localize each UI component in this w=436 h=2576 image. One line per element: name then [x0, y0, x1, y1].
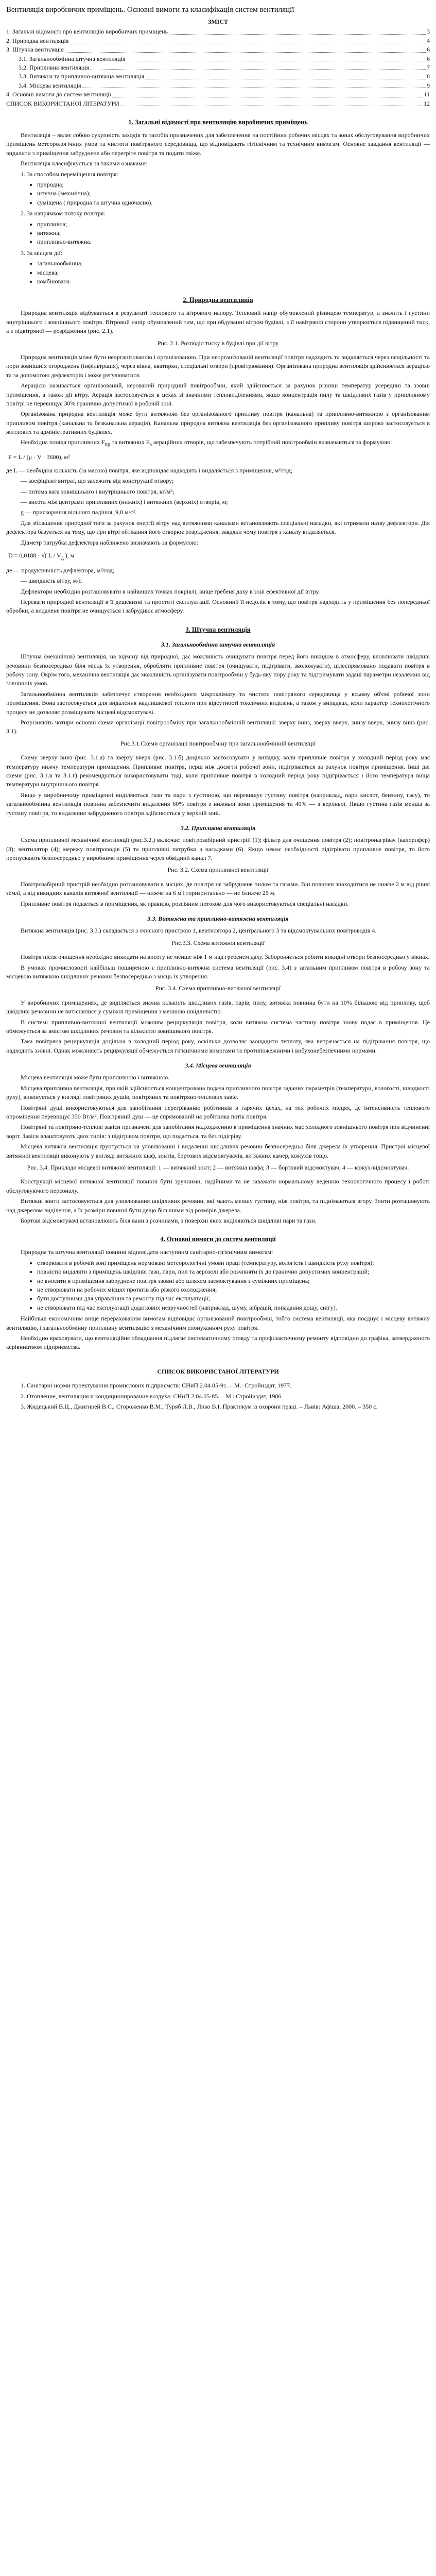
paragraph: Природна вентиляція може бути неорганізованою і організованою. При неорганізованій вентиляції повітря надходить та видаляється через нещільності та пори зовнішніх огороджень (інфільтрація), через вікна, кватирки, спеціальні отвори (провітрювання). Організована природна вентиляція здійснюється аерацією та за допомогою дефлекторів і може регулюватися. [6, 353, 430, 379]
subsection-heading: 3.1. Загальнообмінна штучна вентиляція [161, 640, 275, 648]
toc-heading: ЗМІСТ [208, 18, 228, 25]
toc-item[interactable]: 4. Основні вимоги до систем вентиляції 11 [6, 91, 430, 98]
paragraph: Повітря після очищення необхідно викидати на висоту не менше ніж 1 м над гребенем даху. Забороняється робити викидні отвори безпосередньо у вікнах. [21, 953, 430, 961]
list-item: • створювати в робочій зоні приміщень нормовані метеорологічні умови праці (температуру, вологість і швидкість руху повітря); [37, 1259, 430, 1267]
toc-item[interactable]: 3.1. Загальнообмінна штучна вентиляція 6 [19, 55, 430, 62]
figure-caption: Рис.3.1.Схеми організації повітрообміну при загальнообмінній вентиляції [120, 739, 316, 747]
paragraph: Вентиляція класифікується за такими ознаками: [21, 160, 148, 167]
bullet-list [6, 220, 430, 247]
paragraph: Припливне повітря подається в приміщення, як правило, розсіяним потоком для чого використовуються спеціальні насадки. [21, 900, 349, 907]
paragraph: В системі припливно-витяжної вентиляції можлива рециркуляція повітря, коли витяжна система частину повітря знову подає в приміщення. Це обмежується за вмістом шкідливих речовин та кількістю зовнішнього повітря. [6, 1018, 430, 1035]
bullet-list [6, 180, 430, 207]
paragraph: Розрізняють чотири основні схеми організації повітрообміну при загальнообмінній вентиляції: зверху вниз, зверху вверх, знизу вверх, знизу вниз (рис. 3.1). [6, 718, 430, 735]
list-item: • місцева; [37, 268, 430, 277]
paragraph: Схему зверху вниз (рис. 3.1.а) та зверху вверх (рис. 3.1.б) доцільно застосовувати у випадку, коли припливне повітря у холодний період року має температуру нижчу температури приміщення. Припливне повітря, перш ніж досягти робочої зони, підігрівається за рахунок повітря приміщення. Інші дві схеми (рис. 3.1.в та 3.1.г) рекомендується використовувати тоді, коли припливне повітря в холодний період року підігрівається і його температура вища температури внутрішнього повітря. [6, 754, 430, 788]
paragraph: У виробничих приміщеннях, де виділяється значна кількість шкідливих газів, парів, пилу, витяжка повинна бути на 10% більшою від припливу, щоб шкідливі речовини не витіснялися у суміжні приміщення з меншою шкідливістю. [6, 998, 430, 1015]
list-item: • не створювати під час експлуатації додаткових незручностей (наприклад, шуму, вібрацій, попадання дощу, снігу). [37, 1303, 430, 1312]
subsection-heading: 3.4. Місцева вентиляція [185, 1062, 251, 1070]
paragraph: Витяжні зонти застосовуються для уловлювання шкідливих речовин, які мають меншу густину, ніж повітря, та піднімаються вгору. Зонти розташовують над джерелом виділення, а їх розміри повинні бути дещо більшими від розмірів джерела. [6, 1197, 430, 1214]
paragraph: — висота між центрами припливних (нижніх) і витяжних (верхніх) отворів, м; [21, 498, 228, 505]
paragraph: Необхідно враховувати, що вентиляційне обладнання підлягає систематичному огляду та профілактичному ремонту відповідно до графіка, затвердженого керівництвом підприємства. [6, 1334, 430, 1351]
paragraph: Витяжна вентиляція (рис. 3.3.) складається з очисного пристрою 1, вентилятора 2, центрального 3 та відсмоктувальних повітроводів 4. [21, 927, 377, 935]
formula: D = 0,0188 · √( L / $V_д$ ), м [8, 551, 75, 561]
references-list [6, 1381, 430, 1411]
paragraph: Повітрозабірний пристрій необхідно розташовувати в місцях, де повітря не забруднене пилом та газами. Він повинен знаходитися не нижче 2 м від рівня землі, а від викидних каналів витяжної вентиляції — нижче на 6 м і горизонтально — не ближче 25 м. [6, 880, 430, 897]
bullet-list [6, 259, 430, 286]
paragraph: де — продуктивність дефлектора, м³/год; [6, 566, 115, 574]
formula: F = L / (μ · V · 3600), м² [8, 453, 70, 461]
paragraph: — швидкість вітру, м/с. [21, 577, 83, 585]
paragraph: де L — необхідна кількість (за масою) повітря, яке відповідає надходить і видаляється з приміщення, м³/год; [6, 466, 292, 474]
toc-item[interactable]: 3.4. Місцева вентиляція 9 [19, 81, 430, 89]
paragraph: Вентиляція – являє собою сукупність заходів та засобів призначених для забезпечення на постійних робочих місцях та зонах обслуговування виробничих приміщень метеорологічних умов та чистоти повітряного середовища, що відповідають гігієнічним та технічним вимогам. Основне завдання вентиляції — видалити з приміщення забруднене або перегріте повітря та подати свіже. [6, 131, 430, 157]
document-title: Вентиляція виробничих приміщень. Основні вимоги та класифікація систем вентиляції [6, 6, 294, 14]
list-heading: 3. За місцем дії: [21, 249, 63, 257]
references-heading: СПИСОК ВИКОРИСТАНОЇ ЛІТЕРАТУРИ [157, 1367, 279, 1375]
subsection-heading: 3.2. Припливна вентиляція [180, 824, 256, 832]
list-item: • комбінована. [37, 277, 430, 286]
reference-item: 2. Отопление, вентиляция и кондиционирование воздуха: СНиП 2.04.05-85. – М.: Стройиздат, 1986. [21, 1392, 283, 1400]
paragraph: Переваги природної вентиляції в її дешевизні та простоті експлуатації. Основний її недолік в тому, що повітря надходить у приміщення без попередньої обробки, а видалене повітря не очищується і забруднює атмосферу. [6, 598, 430, 615]
paragraph: Необхідна площа припливних $F_{пр}$ та витяжних $F_в$ аераційних отворів, що забезпечують потрібний повітрообмін визначаються за формулою: [21, 438, 392, 448]
reference-item: 3. Жидецький В.Ц., Джигирей В.С., Стороженко В.М., Туряб Л.В., Лико В.І. Практикум із охорони праці. – Львів: Афіша, 2000. – 350 с. [21, 1402, 378, 1410]
paragraph: Місцева витяжна вентиляція ґрунтується на уловлюванні і видаленні шкідливих речовин безпосередньо біля джерела їх утворення. Пристрої місцевої витяжної вентиляції виконують у вигляді витяжних шаф, зонтів, бортових відсмоктувачів, витяжних камер, кожухів тощо. [6, 1143, 430, 1159]
list-item: • припливно-витяжна. [37, 238, 430, 246]
paragraph: Найбільш економічним вище перерахованим вимогам відповідає організований повітрообмін, тобто система вентиляції, яка поєднує і місцеву витяжну вентиляцію, і загальнообмінну припливну вентиляцію з механічним спонуканням руху повітря. [6, 1315, 430, 1331]
toc-item[interactable]: 2. Природна вентиляція 4 [6, 37, 430, 44]
figure-caption: Рис.3.3. Схема витяжної вентиляції [171, 939, 265, 946]
toc-item[interactable]: 3.2. Припливна вентиляція 7 [19, 63, 430, 71]
list-item: • бути доступними для управління та ремонту під час експлуатації; [37, 1294, 430, 1303]
list-item: • загальнообмінна; [37, 259, 430, 268]
toc-item[interactable]: 3.3. Витяжна та припливно-витяжна вентиляція 8 [19, 73, 430, 80]
paragraph: Якщо у виробничому приміщенні виділяються гази та пари з густиною, що перевищує густину повітря (наприклад, пари кислот, бензину, гасу), то загальнообмінна вентиляція повинна забезпечити видалення 60% повітря з нижньої зони приміщення та 40% — з верхньої. Якщо густина газів менша за густину повітря, то видалення забрудненого повітря здійснюється у верхній зоні. [6, 791, 430, 817]
toc-item[interactable]: 1. Загальні відомості про вентиляцію виробничих приміщень 3 [6, 28, 430, 36]
figure-caption: Рис. 3.2. Схема припливної вентиляції [167, 866, 269, 874]
list-item: • не створювати на робочих місцях протягів або різкого охолодження; [37, 1285, 430, 1294]
toc-item[interactable]: СПИСОК ВИКОРИСТАНОЇ ЛІТЕРАТУРИ 12 [6, 99, 430, 107]
list-item: • природна; [37, 180, 430, 189]
list-item: • не вносити в приміщення забруднене повітря ззовні або шляхом засмоктування з суміжних приміщень; [37, 1277, 430, 1285]
paragraph: Конструкції місцевої витяжної вентиляції повинні бути зручними, надійними та не заважати нормальному веденню технологічного процесу і роботі обслуговуючого персоналу. [6, 1178, 430, 1194]
paragraph: — питома вага зовнішнього і внутрішнього повітря, кг/м³; [21, 487, 175, 495]
paragraph: Природна вентиляція відбувається в результаті теплового та вітрового напору. Тепловий напір обумовлений різницею температур, а значить і густини внутрішнього і зовнішнього повітря. Вітровий напір обумовлений тим, що при обдуванні вітром будівлі, з її навітряної сторони утворюється підвищений тиск, а з підвітряної — розрідження (рис. 2.1). [6, 309, 430, 335]
paragraph: Загальнообмінна вентиляція забезпечує створення необхідного мікроклімату та чистоти повітряного середовища у всьому об'ємі робочої зони приміщення. Вона застосовується для видалення надлишкової теплоти при відсутності токсичних виділень, а також у випадках, коли характер технологічного процесу не дозволяє розміщувати місцеві відсмоктувачі. [6, 690, 430, 716]
list-item: • припливна; [37, 220, 430, 229]
section-heading: 2. Природна вентиляція [183, 296, 253, 304]
paragraph: Повітряні та повітряно-теплові завіси призначені для запобігання надходженню в приміщення значних мас холодного зовнішнього повітря при відчиненні воріт. Завіси влаштовують двох типів: з підігрівом повітря, що подається, та без підігріву. [6, 1123, 430, 1140]
figure-caption: Рис. 2.1. Розподіл тиску в будівлі при дії вітру [157, 339, 279, 347]
bullet-list [6, 1259, 430, 1312]
paragraph: Організована природна вентиляція може бути витяжною без організованого припливу повітря (канальна) та припливно-витяжною з організованим припливом повітря (канальна та безканальна аерація). Канальна природна витяжна вентиляція без організованого припливу повітря широко застосовується в житлових та адміністративних будівлях. [6, 410, 430, 436]
paragraph: Діаметр патрубка дефлектора наближено визначають за формулою: [21, 538, 199, 546]
list-item: • витяжна; [37, 229, 430, 238]
list-item: • повністю видаляти з приміщень шкідливі гази, пари, пил та аерозолі або розчиняти їх до гранично допустимих концентрацій; [37, 1267, 430, 1276]
paragraph: — коефіцієнт витрат, що залежить від конструкції отвору; [21, 477, 174, 485]
toc-item[interactable]: 3. Штучна вентиляція 6 [6, 46, 430, 54]
paragraph: Дефлектори необхідно розташовувати в найвищих точках покрівлі, вище гребеня даху в зоні ефективної дії вітру. [21, 587, 320, 595]
paragraph: g — прискорення вільного падіння, 9,8 м/с². [21, 509, 136, 516]
list-heading: 2. За напрямком потоку повітря: [21, 210, 106, 217]
figure-caption: Рис. 3.4. Приклади місцевої витяжної вентиляції: 1 — витяжний зонт; 2 — витяжна шафа; 3 — бортовий відсмоктувач; 4 — кожух-відсмоктувач. [27, 1164, 409, 1171]
table-of-contents [6, 18, 430, 108]
subsection-heading: 3.3. Витяжна та припливно-витяжна вентиляція [147, 915, 289, 923]
list-heading: 1. За способом переміщення повітря: [21, 170, 118, 178]
paragraph: Бортові відсмоктувачі встановлюють біля ванн з розчинами, з поверхні яких виділяються шкідливі пари та гази. [21, 1216, 317, 1224]
figure-caption: Рис. 3.4. Схема припливно-витяжної вентиляції [155, 985, 281, 992]
paragraph: Природна та штучна вентиляції повинні відповідати наступним санітарно-гігієнічним вимогам: [21, 1248, 273, 1256]
reference-item: 1. Санітарні норми проектування промислових підприємств: СНиП 2.04.05-91. – М.: Стройиздат, 1977. [21, 1382, 292, 1389]
paragraph: Схема припливної механічної вентиляції (рис.3.2.) включає: повітрозабірний пристрій (1); фільтр для очищення повітря (2); повітронагрівач (калорифер) (3); вентилятор (4); мережу повітроводів (5) та припливні патрубки з насадками (6). Якщо немає необхідності підігрівати припливне повітря, то його пропускають безпосередньо у виробниче приміщення через обвідний канал 7. [6, 836, 430, 862]
paragraph: Така повітряна рециркуляція доцільна в холодний період року, оскільки дозволяє заощадити теплоту, яка витрачається на підігрівання повітря, що надходить ззовні. Однак можливість рециркуляції обмежується гігієнічними вимогами та протипожежними і вибухонебезпечними нормами. [6, 1038, 430, 1054]
section-heading: 4. Основні вимоги до систем вентиляції [160, 1235, 276, 1243]
paragraph: Штучна (механічна) вентиляція, на відміну від природної, дає можливість очищувати повітря перед його викидом в атмосферу, вловлювати шкідливі речовини безпосередньо біля місць їх утворення, обробляти припливне повітря (очищувати, підігрівати, зволожувати), цілеспрямовано подавати повітря в робочу зону. Окрім того, механічна вентиляція дає можливість організувати повітрообмін у будь-яку пору року та підтримувати задані параметри незалежно від зовнішніх умов. [6, 653, 430, 687]
paragraph: Місцева вентиляція може бути припливною і витяжною. [21, 1074, 170, 1081]
paragraph: Для збільшення природної тяги за рахунок енергії вітру над витяжними каналами встановлюють спеціальні насадки, які отримали назву дефлектори. Дія дефлектора базується на тому, що при вітрі обтікання його створює розрідження, завдяки чому повітря з каналу видаляється. [6, 519, 430, 536]
paragraph: Місцева припливна вентиляція, при якій здійснюється концентрована подача припливного повітря заданих параметрів (температури, вологості, швидкості руху), виконується у вигляді повітряних душів, повітряних та повітряно-теплових завіс. [6, 1084, 430, 1101]
paragraph: Повітряні душі використовуються для запобігання перегріванню робітників в гарячих цехах, на тих робочих місцях, де інтенсивність теплового опромінення перевищує 350 Вт/м². Повітряний душ — це спрямований на робітника потік повітря. [6, 1104, 430, 1121]
paragraph: Аерацією називається організований, керований природний повітрообмін, який здійснюється за рахунок різниці температур усередині та ззовні приміщення, а також дії вітру. Аерація застосовується в цехах зі значними тепловиділеннями, якщо концентрація пилу та шкідливих газів у припливному повітрі не перевищує 30% гранично допустимої в робочій зоні. [6, 382, 430, 407]
list-item: • суміщена ( природна та штучна одночасно). [37, 198, 430, 207]
list-item: • штучна (механічна); [37, 189, 430, 198]
section-heading: 1. Загальні відомості про вентиляцію виробничих приміщень [128, 118, 308, 126]
section-heading: 3. Штучна вентиляція [185, 625, 251, 633]
paragraph: В умовах промисловості найбільш поширеною є припливно-витяжна система вентиляції (рис. 3.4) з загальним припливом повітря в робочу зону та місцевою витяжкою шкідливих речовин безпосередньо з місць їх утворення. [6, 963, 430, 980]
